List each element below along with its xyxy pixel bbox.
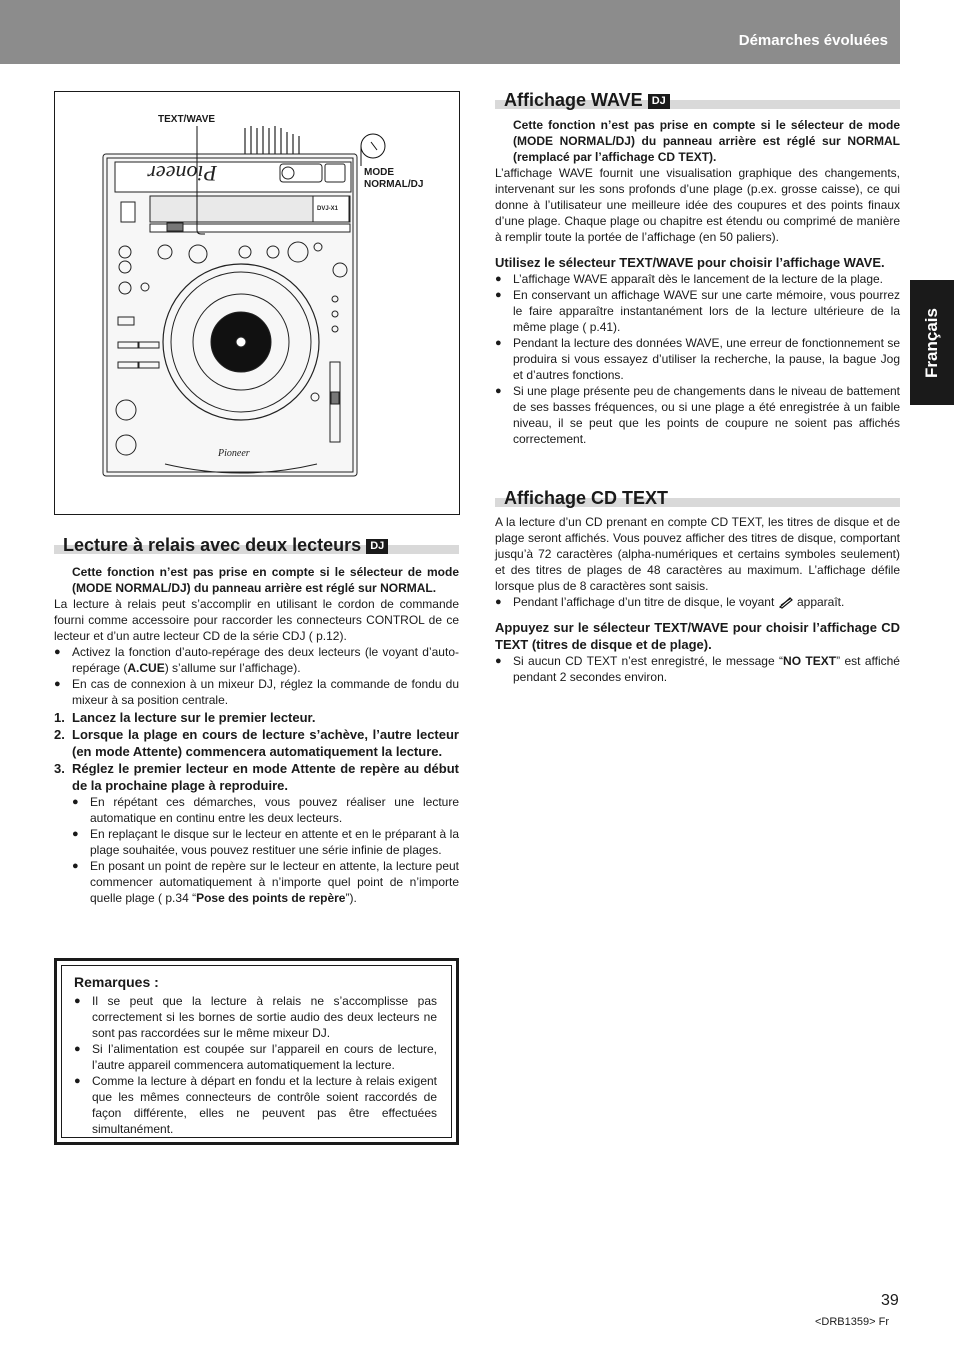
cdtext-bullet-2: ● Si aucun CD TEXT n’est enregistré, le message “NO TEXT” est affiché pendant 2 secondes environ. [495, 653, 900, 685]
relay-intro: La lecture à relais peut s’accomplir en utilisant le cordon de commande fourni comme accessoire pour raccorder les connecteurs CONTROL de ce lecteur et d’un autre lecteur CD de la série CDJ ( p.12). [54, 597, 459, 643]
cdtext-title: Affichage CD TEXT [495, 487, 900, 509]
logo-brand-bottom: Pioneer [218, 448, 250, 459]
wave-instruction: Utilisez le sélecteur TEXT/WAVE pour choisir l’affichage WAVE. [495, 255, 885, 270]
relay-sub-3: ● En posant un point de repère sur le lecteur en attente, la lecture peut commencer automatiquement à n’importe quel point de n’importe quelle plage ( p.34 “Pose des points de repère”). [54, 858, 459, 906]
wave-intro: L’affichage WAVE fournit une visualisation graphique des changements, intervenant sur les sons profonds d’une plage (p.ex. grosse caisse), ce qui donne à l’utilisateur une meilleure idée des coupures et des points finaux d’une plage. Chaque plage ou chapitre est étendu ou comprimé de manière à remplir toute la portée de l’affichage (en 50 paliers). [495, 166, 900, 244]
wave-note: Cette fonction n’est pas prise en compte si le sélecteur de mode (MODE NORMAL/DJ) du panneau arrière est réglé sur NORMAL (remplacé par l’affichage CD TEXT). [513, 118, 900, 164]
note-1: ● Il se peut que la lecture à relais ne s’accomplisse pas correctement si les bornes de sortie audio des deux lecteurs ne sont pas raccordées sur le même mixeur DJ. [74, 993, 437, 1041]
cdtext-instruction: Appuyez sur le sélecteur TEXT/WAVE pour choisir l’affichage CD TEXT (titres de disque et de plage). [495, 620, 900, 652]
label-mode-line1: MODE [364, 167, 394, 178]
page-number: 39 [881, 1292, 899, 1309]
wave-bullet-2: ● En conservant un affichage WAVE sur une carte mémoire, vous pourrez le faire apparaître instantanément lors de la lecture ultérieure de la même plage ( p.41). [495, 287, 900, 335]
relay-step-1: 1. Lancez la lecture sur le premier lecteur. [54, 710, 316, 725]
label-text-wave: TEXT/WAVE [158, 114, 216, 125]
wave-bullet-3: ● Pendant la lecture des données WAVE, une erreur de fonctionnement se produira si vous essayez d’utiliser la recherche, la pause, la bague Jog et d’autres fonctions. [495, 335, 900, 383]
relay-bullet-1: ● Activez la fonction d’auto-repérage des deux lecteurs (le voyant d’auto-repérage (A.CUE) s’allume sur l’affichage). [54, 644, 459, 676]
dj-tag: DJ [648, 94, 670, 109]
relay-sub-2: ● En replaçant le disque sur le lecteur en attente et en le préparant à la plage souhaitée, vous pouvez restituer une série infinie de plages. [54, 826, 459, 858]
dj-tag: DJ [366, 539, 388, 554]
logo-brand: Pioneer [147, 161, 217, 186]
relay-title: Lecture à relais avec deux lecteurs DJ [54, 534, 459, 556]
relay-note: Cette fonction n’est pas prise en compte si le sélecteur de mode (MODE NORMAL/DJ) du panneau arrière est réglé sur NORMAL. [72, 565, 459, 595]
notes-box [54, 958, 459, 1145]
label-mode-line2: NORMAL/DJ [364, 179, 424, 190]
relay-step-3: 3. Réglez le premier lecteur en mode Attente de repère au début de la prochaine plage à reproduire. [54, 761, 459, 793]
player-illustration [55, 92, 459, 514]
note-3: ● Comme la lecture à départ en fondu et la lecture à relais exigent que les mêmes connecteurs de contrôle soient raccordés de façon différente, elles ne peuvent pas être effectuées simultanément. [74, 1073, 437, 1137]
wave-title: Affichage WAVE DJ [495, 89, 900, 111]
section-title: Démarches évoluées [738, 32, 888, 49]
cdtext-intro: A la lecture d’un CD prenant en compte CD TEXT, les titres de disque et de plage seront affichés. Vous pouvez afficher des titres de disque, comportant jusqu’à 72 caractères (alpha-numériques et certains symboles seulement) et des titres de plages de 48 caractères au maximum. L’affichage défile lorsque plus de 8 caractères sont saisis. [495, 515, 900, 593]
wave-bullet-4: ● Si une plage présente peu de changements dans le niveau de battement de ses basses fréquences, ou si une plage a été enregistrée à un faible niveau, il se peut que les points de coupure ne soient pas affichés correctement. [495, 383, 900, 447]
relay-section [54, 534, 459, 906]
notes-title: Remarques : [74, 974, 159, 990]
cdtext-bullet-1: ● Pendant l’affichage d’un titre de disque, le voyant apparaît. [495, 594, 900, 610]
wave-section [495, 89, 900, 447]
wave-bullet-1: ● L’affichage WAVE apparaît dès le lancement de la lecture de la plage. [495, 271, 900, 287]
relay-bullet-2: ● En cas de connexion à un mixeur DJ, réglez la commande de fondu du mixeur à sa position centrale. [54, 676, 459, 708]
language-tab [910, 280, 954, 405]
cdtext-section [495, 487, 900, 685]
relay-sub-1: ● En répétant ces démarches, vous pouvez réaliser une lecture automatique en continu entre les deux lecteurs. [54, 794, 459, 826]
player-figure [54, 91, 460, 515]
language-tab-label: Français [922, 307, 941, 378]
note-2: ● Si l’alimentation est coupée sur l’appareil en cours de lecture, l’autre appareil commencera automatiquement la lecture. [74, 1041, 437, 1073]
relay-step-2: 2. Lorsque la plage en cours de lecture s’achève, l’autre lecteur (en mode Attente) commencera automatiquement la lecture. [54, 727, 459, 759]
cd-text-indicator-icon [778, 597, 794, 609]
model-name: DVJ-X1 [317, 206, 339, 212]
document-code: <DRB1359> Fr [815, 1316, 889, 1328]
header-bar [0, 0, 900, 64]
